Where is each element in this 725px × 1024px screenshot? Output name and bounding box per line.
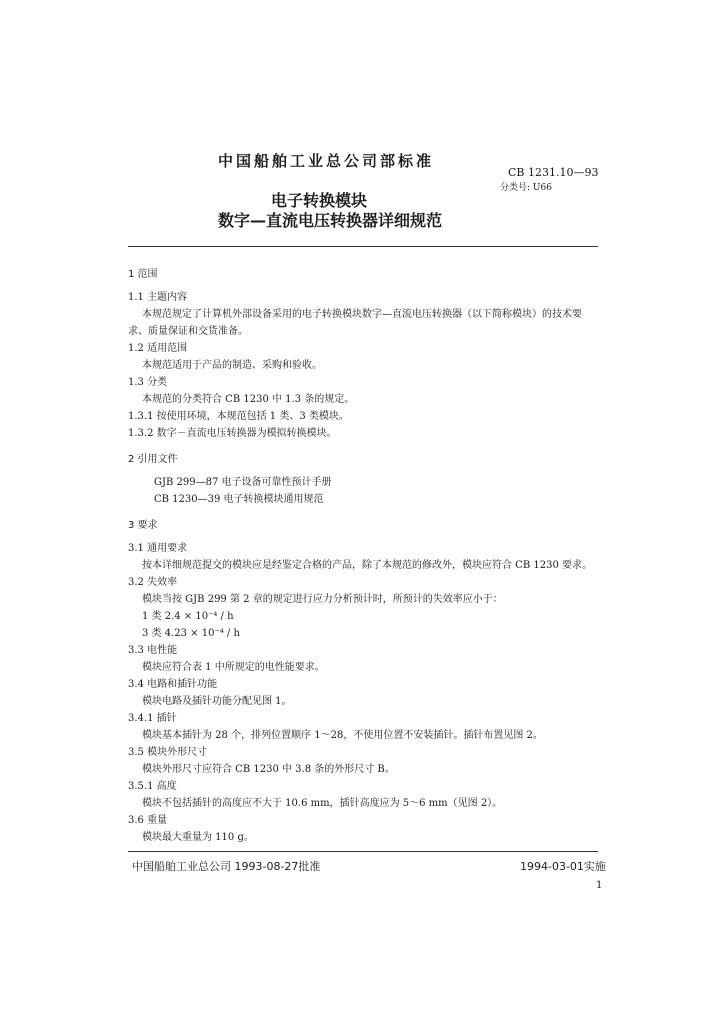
section-2-heading: 2 引用文件 (128, 454, 178, 465)
section-3-5-paragraph: 模块外形尺寸应符合 CB 1230 中 3.8 条的外形尺寸 B。 (142, 764, 395, 775)
section-3-3-paragraph: 模块应符合表 1 中所规定的电性能要求。 (142, 662, 325, 673)
section-1-1-paragraph: 本规范规定了计算机外部设备采用的电子转换模块数字—直流电压转换器（以下简称模块）的技术要 (142, 309, 582, 320)
section-1-1-heading: 1.1 主题内容 (128, 292, 188, 303)
header-divider (128, 246, 598, 247)
section-3-4-heading: 3.4 电路和插针功能 (128, 679, 218, 690)
section-3-2-heading: 3.2 失效率 (128, 577, 178, 588)
approval-date: 中国船舶工业总公司 1993-08-27批准 (132, 860, 321, 873)
page-number: 1 (596, 880, 603, 891)
section-3-5-1-paragraph: 模块不包括插针的高度应不大于 10.6 mm，插针高度应为 5～6 mm（见图 2）。 (142, 798, 503, 809)
effective-date: 1994-03-01实施 (520, 860, 606, 873)
section-3-5-heading: 3.5 模块外形尺寸 (128, 747, 208, 758)
section-3-2-paragraph: 模块当按 GJB 299 第 2 章的规定进行应力分析预计时，所预计的失效率应小于： (142, 594, 503, 605)
document-title-line-2: 数字—直流电压转换器详细规范 (218, 211, 443, 230)
section-1-3-heading: 1.3 分类 (128, 377, 168, 388)
document-title-line-1: 电子转换模块 (271, 191, 368, 210)
section-3-3-heading: 3.3 电性能 (128, 645, 178, 656)
document-body (128, 266, 598, 846)
reference-cb-1230: CB 1230—39 电子转换模块通用规范 (154, 494, 324, 505)
section-3-4-paragraph: 模块电路及插针功能分配见图 1。 (142, 696, 292, 707)
section-3-4-1-paragraph: 模块基本插针为 28 个，排列位置顺序 1～28，不使用位置不安装插针。插针布置见图 2。 (142, 730, 543, 741)
section-3-4-1-heading: 3.4.1 插针 (128, 713, 177, 724)
section-1-1-paragraph-cont: 求、质量保证和交货准备。 (128, 326, 248, 337)
reference-gjb-299: GJB 299—87 电子设备可靠性预计手册 (154, 477, 332, 488)
section-1-3-paragraph: 本规范的分类符合 CB 1230 中 1.3 条的规定。 (142, 394, 355, 405)
section-1-heading: 1 范围 (128, 269, 158, 280)
section-1-2-paragraph: 本规范适用于产品的制造、采购和验收。 (142, 360, 322, 371)
section-1-3-1: 1.3.1 按使用环境，本规范包括 1 类、3 类模块。 (128, 411, 349, 422)
footer-divider (128, 851, 598, 852)
classification-number: 分类号: U66 (500, 183, 552, 193)
section-3-6-paragraph: 模块最大重量为 110 g。 (142, 832, 254, 843)
issuing-organization: 中国船舶工业总公司部标准 (218, 152, 435, 170)
standard-code: CB 1231.10—93 (508, 166, 599, 179)
failure-rate-class-1: 1 类 2.4 × 10⁻⁴ / h (142, 611, 234, 622)
section-3-heading: 3 要求 (128, 520, 158, 531)
section-3-6-heading: 3.6 重量 (128, 815, 168, 826)
section-1-2-heading: 1.2 适用范围 (128, 343, 188, 354)
section-1-3-2: 1.3.2 数字－直流电压转换器为模拟转换模块。 (128, 428, 337, 439)
section-3-1-paragraph: 按本详细规范提交的模块应是经鉴定合格的产品，除了本规范的修改外，模块应符合 CB 1230 要求。 (142, 560, 592, 571)
failure-rate-class-3: 3 类 4.23 × 10⁻⁴ / h (142, 628, 240, 639)
section-3-5-1-heading: 3.5.1 高度 (128, 781, 177, 792)
section-3-1-heading: 3.1 通用要求 (128, 543, 188, 554)
